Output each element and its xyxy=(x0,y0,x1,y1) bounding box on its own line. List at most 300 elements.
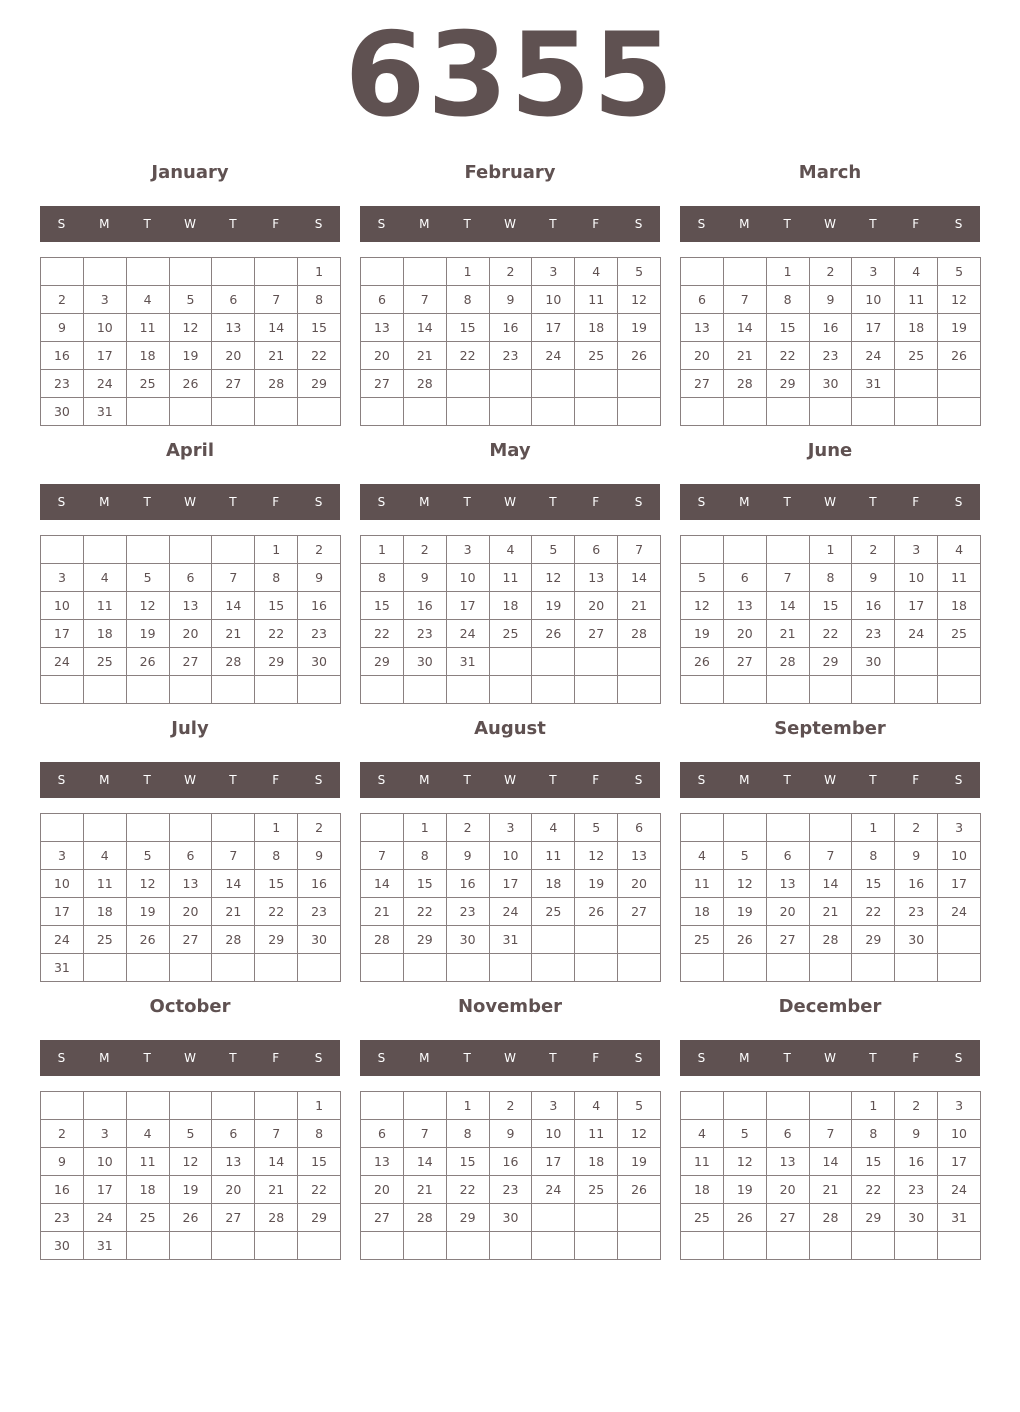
day-cell: 12 xyxy=(938,286,981,314)
month-name: March xyxy=(798,162,862,183)
day-cell xyxy=(404,1092,447,1120)
day-cell: 20 xyxy=(361,342,404,370)
day-cell xyxy=(84,1092,127,1120)
day-cell: 13 xyxy=(575,564,618,592)
day-cell xyxy=(618,954,661,982)
day-cell xyxy=(575,398,618,426)
day-cell: 9 xyxy=(490,1120,533,1148)
day-cell xyxy=(170,1092,213,1120)
day-cell: 22 xyxy=(852,898,895,926)
day-cell xyxy=(404,398,447,426)
day-cell xyxy=(681,258,724,286)
day-cell xyxy=(852,676,895,704)
day-cell: 14 xyxy=(724,314,767,342)
weekday-label: T xyxy=(143,217,151,231)
day-cell: 11 xyxy=(127,314,170,342)
day-cell xyxy=(895,398,938,426)
weekday-header xyxy=(40,762,340,798)
weekday-label: T xyxy=(549,217,557,231)
day-cell xyxy=(895,954,938,982)
weekday-label: M xyxy=(739,773,750,787)
day-cell: 7 xyxy=(361,842,404,870)
day-cell: 13 xyxy=(767,1148,810,1176)
day-cell: 8 xyxy=(810,564,853,592)
day-cell: 19 xyxy=(724,898,767,926)
day-cell xyxy=(618,648,661,676)
day-cell: 8 xyxy=(255,842,298,870)
day-cell: 22 xyxy=(255,620,298,648)
day-cell: 19 xyxy=(938,314,981,342)
day-cell: 31 xyxy=(84,398,127,426)
day-cell xyxy=(84,258,127,286)
day-cell: 13 xyxy=(212,314,255,342)
day-cell: 4 xyxy=(575,1092,618,1120)
day-cell xyxy=(298,954,341,982)
day-cell: 19 xyxy=(532,592,575,620)
day-cell: 22 xyxy=(852,1176,895,1204)
day-cell: 1 xyxy=(852,1092,895,1120)
day-cell xyxy=(767,398,810,426)
day-cell xyxy=(127,954,170,982)
day-cell: 4 xyxy=(681,842,724,870)
weekday-label: F xyxy=(272,773,280,787)
day-cell: 25 xyxy=(681,1204,724,1232)
weekday-label: M xyxy=(99,495,110,509)
day-cell: 8 xyxy=(852,842,895,870)
day-cell: 26 xyxy=(724,1204,767,1232)
weekday-label: S xyxy=(697,217,706,231)
day-cell: 11 xyxy=(938,564,981,592)
weekday-label: M xyxy=(419,1051,430,1065)
weekday-label: T xyxy=(229,773,237,787)
day-cell: 4 xyxy=(681,1120,724,1148)
day-cell: 1 xyxy=(447,1092,490,1120)
day-cell: 14 xyxy=(404,1148,447,1176)
day-cell: 23 xyxy=(852,620,895,648)
day-cell xyxy=(170,536,213,564)
day-cell xyxy=(810,954,853,982)
day-cell: 20 xyxy=(724,620,767,648)
day-cell: 20 xyxy=(767,1176,810,1204)
weekday-label: F xyxy=(592,217,600,231)
day-cell xyxy=(127,258,170,286)
weekday-header xyxy=(360,484,660,520)
day-cell xyxy=(212,676,255,704)
weekday-label: M xyxy=(419,773,430,787)
day-cell: 11 xyxy=(681,870,724,898)
weekday-label: S xyxy=(57,217,66,231)
day-cell: 8 xyxy=(361,564,404,592)
day-cell: 16 xyxy=(895,1148,938,1176)
day-cell: 22 xyxy=(298,1176,341,1204)
month-name: May xyxy=(489,440,531,461)
day-cell: 24 xyxy=(447,620,490,648)
day-cell: 30 xyxy=(447,926,490,954)
day-cell: 19 xyxy=(170,342,213,370)
day-cell: 19 xyxy=(575,870,618,898)
day-cell: 8 xyxy=(298,1120,341,1148)
day-cell: 15 xyxy=(298,314,341,342)
day-cell: 30 xyxy=(810,370,853,398)
day-cell: 24 xyxy=(895,620,938,648)
day-cell: 3 xyxy=(490,814,533,842)
day-cell xyxy=(127,398,170,426)
day-cell: 5 xyxy=(938,258,981,286)
day-cell xyxy=(575,648,618,676)
day-cell: 11 xyxy=(895,286,938,314)
day-cell: 23 xyxy=(810,342,853,370)
day-cell xyxy=(447,1232,490,1260)
day-cell: 16 xyxy=(41,342,84,370)
day-cell: 19 xyxy=(127,898,170,926)
day-grid xyxy=(680,813,981,982)
day-cell: 16 xyxy=(447,870,490,898)
weekday-header xyxy=(680,1040,980,1076)
day-cell: 6 xyxy=(170,842,213,870)
day-cell: 23 xyxy=(404,620,447,648)
weekday-label: T xyxy=(549,773,557,787)
day-cell xyxy=(575,926,618,954)
day-cell: 28 xyxy=(212,648,255,676)
day-cell: 2 xyxy=(852,536,895,564)
day-cell: 30 xyxy=(298,926,341,954)
day-cell: 9 xyxy=(298,564,341,592)
day-cell xyxy=(41,258,84,286)
day-grid xyxy=(40,535,341,704)
day-cell: 16 xyxy=(298,592,341,620)
day-cell: 20 xyxy=(170,898,213,926)
day-cell: 20 xyxy=(575,592,618,620)
weekday-label: F xyxy=(272,217,280,231)
day-cell: 7 xyxy=(404,1120,447,1148)
weekday-label: M xyxy=(739,1051,750,1065)
day-cell: 27 xyxy=(575,620,618,648)
day-cell: 15 xyxy=(298,1148,341,1176)
day-cell xyxy=(681,814,724,842)
day-cell: 6 xyxy=(724,564,767,592)
day-cell: 5 xyxy=(127,564,170,592)
weekday-label: S xyxy=(634,495,643,509)
weekday-label: S xyxy=(314,773,323,787)
weekday-label: T xyxy=(143,495,151,509)
day-cell: 16 xyxy=(810,314,853,342)
day-cell: 25 xyxy=(532,898,575,926)
day-cell: 21 xyxy=(361,898,404,926)
day-cell: 29 xyxy=(255,648,298,676)
day-cell: 18 xyxy=(938,592,981,620)
day-cell xyxy=(170,398,213,426)
day-cell: 22 xyxy=(447,1176,490,1204)
day-cell: 6 xyxy=(361,286,404,314)
month-name: July xyxy=(171,718,209,739)
day-cell xyxy=(361,1092,404,1120)
day-cell: 3 xyxy=(84,1120,127,1148)
day-cell xyxy=(127,1092,170,1120)
day-cell: 21 xyxy=(810,1176,853,1204)
day-cell xyxy=(361,398,404,426)
day-cell: 26 xyxy=(532,620,575,648)
day-cell: 26 xyxy=(938,342,981,370)
day-cell: 20 xyxy=(361,1176,404,1204)
weekday-label: T xyxy=(549,1051,557,1065)
day-cell: 29 xyxy=(447,1204,490,1232)
day-cell: 12 xyxy=(618,1120,661,1148)
day-cell: 31 xyxy=(41,954,84,982)
day-cell xyxy=(41,1092,84,1120)
day-cell xyxy=(84,676,127,704)
day-cell: 21 xyxy=(767,620,810,648)
day-cell: 30 xyxy=(41,398,84,426)
day-cell xyxy=(361,676,404,704)
day-cell: 25 xyxy=(938,620,981,648)
weekday-label: T xyxy=(869,1051,877,1065)
weekday-label: S xyxy=(697,1051,706,1065)
day-cell xyxy=(810,1232,853,1260)
day-cell: 28 xyxy=(404,1204,447,1232)
day-cell: 17 xyxy=(938,870,981,898)
day-cell: 6 xyxy=(575,536,618,564)
weekday-header xyxy=(40,1040,340,1076)
day-cell: 4 xyxy=(532,814,575,842)
day-cell xyxy=(618,926,661,954)
weekday-header xyxy=(360,762,660,798)
day-cell: 31 xyxy=(84,1232,127,1260)
day-cell xyxy=(767,1092,810,1120)
day-cell: 1 xyxy=(298,258,341,286)
day-cell xyxy=(361,258,404,286)
day-cell xyxy=(895,1232,938,1260)
day-cell: 20 xyxy=(767,898,810,926)
day-cell: 3 xyxy=(895,536,938,564)
day-cell: 3 xyxy=(84,286,127,314)
day-cell: 28 xyxy=(255,370,298,398)
day-cell xyxy=(810,676,853,704)
weekday-label: S xyxy=(57,495,66,509)
weekday-label: M xyxy=(99,773,110,787)
day-cell: 10 xyxy=(852,286,895,314)
day-cell: 25 xyxy=(575,1176,618,1204)
weekday-label: T xyxy=(783,217,791,231)
day-cell xyxy=(447,398,490,426)
day-cell: 26 xyxy=(724,926,767,954)
day-cell: 7 xyxy=(255,1120,298,1148)
day-cell: 14 xyxy=(767,592,810,620)
day-cell: 18 xyxy=(575,1148,618,1176)
month-name: October xyxy=(149,996,231,1017)
weekday-label: M xyxy=(99,217,110,231)
day-cell: 10 xyxy=(938,1120,981,1148)
weekday-label: F xyxy=(912,773,920,787)
weekday-header xyxy=(360,206,660,242)
day-cell: 10 xyxy=(84,314,127,342)
day-cell: 5 xyxy=(127,842,170,870)
day-cell: 14 xyxy=(618,564,661,592)
month-name: December xyxy=(778,996,882,1017)
day-cell: 12 xyxy=(575,842,618,870)
day-cell: 21 xyxy=(255,1176,298,1204)
day-cell xyxy=(361,1232,404,1260)
day-cell: 14 xyxy=(810,1148,853,1176)
day-cell xyxy=(938,954,981,982)
day-cell: 11 xyxy=(575,1120,618,1148)
day-cell: 4 xyxy=(84,842,127,870)
day-cell: 19 xyxy=(127,620,170,648)
weekday-label: T xyxy=(869,773,877,787)
day-grid xyxy=(40,813,341,982)
day-cell: 17 xyxy=(41,620,84,648)
day-cell: 27 xyxy=(618,898,661,926)
day-cell: 27 xyxy=(767,926,810,954)
day-cell: 8 xyxy=(298,286,341,314)
weekday-label: S xyxy=(314,217,323,231)
day-cell: 12 xyxy=(170,314,213,342)
day-cell: 12 xyxy=(724,1148,767,1176)
day-grid xyxy=(360,535,661,704)
day-cell: 6 xyxy=(361,1120,404,1148)
day-cell xyxy=(767,814,810,842)
day-cell: 24 xyxy=(41,926,84,954)
day-cell: 20 xyxy=(681,342,724,370)
day-cell: 25 xyxy=(127,370,170,398)
day-cell: 2 xyxy=(41,1120,84,1148)
day-cell xyxy=(255,954,298,982)
day-cell xyxy=(767,536,810,564)
month-name: February xyxy=(464,162,556,183)
day-cell xyxy=(127,1232,170,1260)
weekday-label: W xyxy=(184,1051,196,1065)
day-cell: 11 xyxy=(84,870,127,898)
day-cell: 15 xyxy=(255,870,298,898)
day-cell: 9 xyxy=(852,564,895,592)
day-cell xyxy=(255,1092,298,1120)
day-cell: 27 xyxy=(212,1204,255,1232)
day-cell xyxy=(490,648,533,676)
day-cell: 28 xyxy=(404,370,447,398)
calendar-year-title: 6355 xyxy=(344,8,676,143)
day-cell xyxy=(170,954,213,982)
day-cell: 21 xyxy=(255,342,298,370)
day-cell: 11 xyxy=(490,564,533,592)
day-cell: 10 xyxy=(532,286,575,314)
weekday-label: S xyxy=(377,217,386,231)
day-cell xyxy=(41,536,84,564)
weekday-label: T xyxy=(869,495,877,509)
day-cell: 7 xyxy=(255,286,298,314)
day-cell xyxy=(447,676,490,704)
day-cell xyxy=(575,676,618,704)
day-cell: 10 xyxy=(447,564,490,592)
day-cell: 26 xyxy=(127,648,170,676)
day-cell: 18 xyxy=(84,620,127,648)
day-cell: 6 xyxy=(212,286,255,314)
day-cell: 1 xyxy=(447,258,490,286)
day-cell: 18 xyxy=(127,1176,170,1204)
day-cell: 13 xyxy=(170,870,213,898)
day-cell: 30 xyxy=(895,1204,938,1232)
weekday-label: S xyxy=(57,773,66,787)
day-cell: 7 xyxy=(212,842,255,870)
day-cell xyxy=(490,370,533,398)
day-cell: 3 xyxy=(532,1092,575,1120)
day-cell: 9 xyxy=(895,1120,938,1148)
day-cell: 22 xyxy=(447,342,490,370)
day-cell: 14 xyxy=(810,870,853,898)
month-name: August xyxy=(474,718,546,739)
day-cell: 22 xyxy=(767,342,810,370)
day-cell: 21 xyxy=(618,592,661,620)
day-cell: 10 xyxy=(84,1148,127,1176)
day-cell: 5 xyxy=(681,564,724,592)
weekday-label: F xyxy=(912,1051,920,1065)
weekday-label: S xyxy=(314,495,323,509)
day-cell: 5 xyxy=(618,258,661,286)
day-cell xyxy=(575,1232,618,1260)
day-cell: 26 xyxy=(127,926,170,954)
day-cell: 3 xyxy=(41,842,84,870)
day-cell xyxy=(724,676,767,704)
day-cell: 15 xyxy=(447,314,490,342)
day-cell: 9 xyxy=(41,314,84,342)
day-cell: 23 xyxy=(298,898,341,926)
day-cell xyxy=(618,676,661,704)
day-cell: 1 xyxy=(810,536,853,564)
day-cell: 23 xyxy=(490,342,533,370)
day-cell: 22 xyxy=(255,898,298,926)
day-grid xyxy=(360,813,661,982)
weekday-label: S xyxy=(634,217,643,231)
day-cell: 27 xyxy=(681,370,724,398)
day-cell: 7 xyxy=(724,286,767,314)
day-cell: 2 xyxy=(404,536,447,564)
weekday-label: S xyxy=(954,773,963,787)
day-cell: 12 xyxy=(618,286,661,314)
day-cell: 28 xyxy=(618,620,661,648)
day-cell: 18 xyxy=(575,314,618,342)
day-cell: 24 xyxy=(852,342,895,370)
day-cell xyxy=(938,926,981,954)
day-cell: 27 xyxy=(724,648,767,676)
day-cell: 30 xyxy=(41,1232,84,1260)
day-cell: 8 xyxy=(447,1120,490,1148)
weekday-header xyxy=(680,762,980,798)
day-cell: 2 xyxy=(447,814,490,842)
day-cell xyxy=(767,1232,810,1260)
day-cell: 1 xyxy=(767,258,810,286)
day-cell: 17 xyxy=(41,898,84,926)
weekday-label: T xyxy=(229,217,237,231)
day-cell: 3 xyxy=(447,536,490,564)
day-grid xyxy=(680,535,981,704)
day-cell: 18 xyxy=(532,870,575,898)
weekday-label: S xyxy=(377,1051,386,1065)
day-cell: 25 xyxy=(127,1204,170,1232)
day-grid xyxy=(360,1091,661,1260)
day-cell: 2 xyxy=(41,286,84,314)
day-cell: 9 xyxy=(490,286,533,314)
day-cell: 20 xyxy=(212,342,255,370)
day-cell: 28 xyxy=(212,926,255,954)
day-cell: 15 xyxy=(852,1148,895,1176)
weekday-label: M xyxy=(419,495,430,509)
weekday-label: F xyxy=(912,495,920,509)
day-cell xyxy=(127,536,170,564)
day-cell: 23 xyxy=(41,370,84,398)
day-cell: 13 xyxy=(170,592,213,620)
day-cell: 16 xyxy=(490,1148,533,1176)
day-cell: 15 xyxy=(767,314,810,342)
weekday-label: T xyxy=(783,495,791,509)
day-cell: 29 xyxy=(404,926,447,954)
